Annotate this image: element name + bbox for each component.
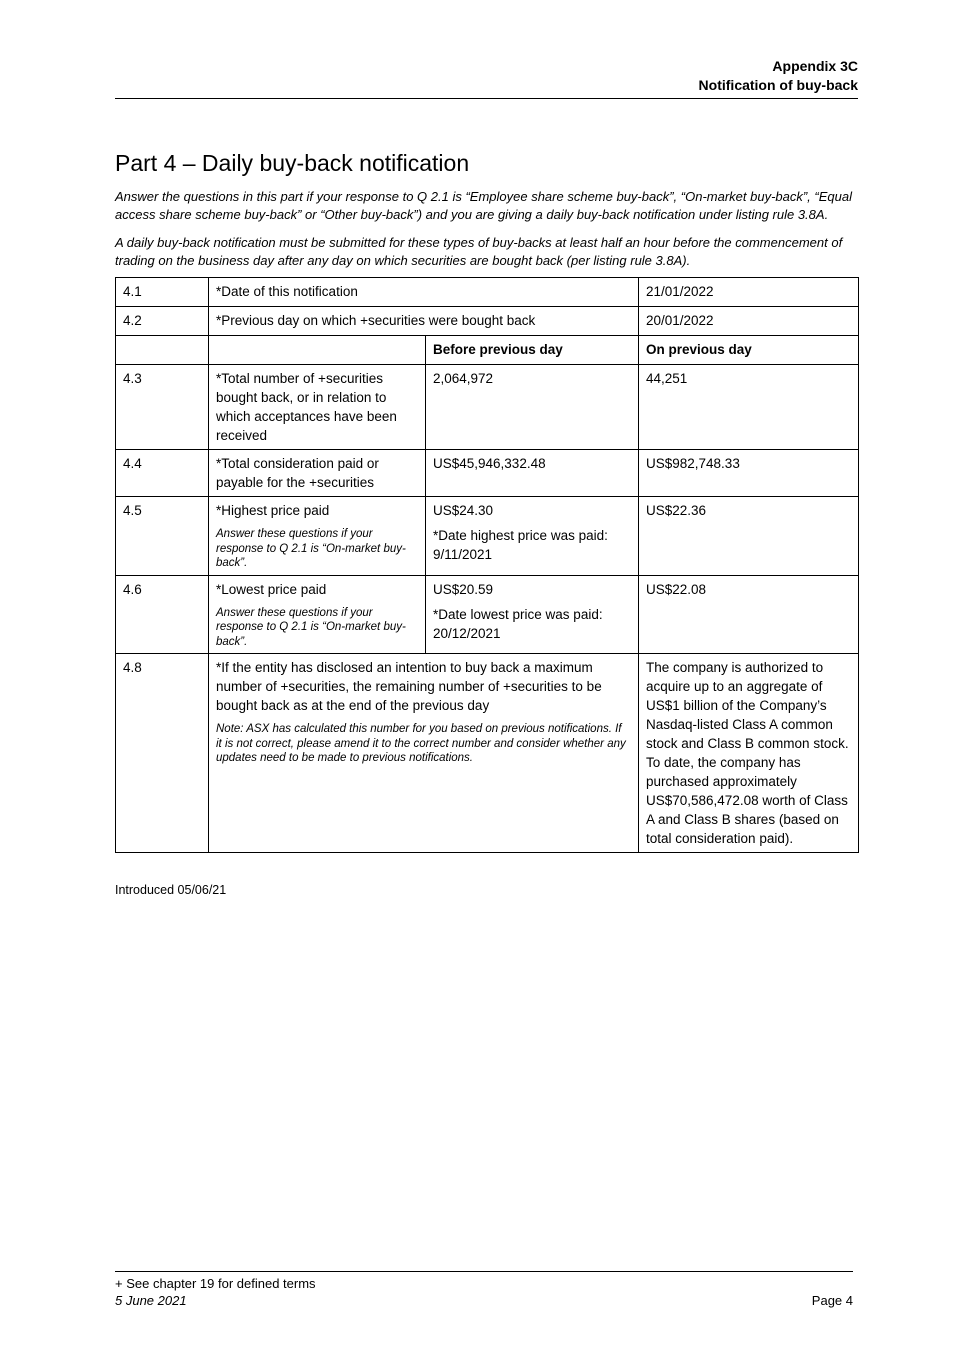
row-4-5-number: 4.5 xyxy=(116,497,209,576)
footer-defined-terms: + See chapter 19 for defined terms xyxy=(115,1276,316,1291)
row-4-8-label: *If the entity has disclosed an intention to buy back a maximum number of +securities, the remaining number of +securities to be bought back as at the end of the previous day xyxy=(216,660,602,713)
row-4-5-on-value: US$22.36 xyxy=(639,497,859,576)
table-row-4-5 xyxy=(116,497,859,576)
row-4-3-label: *Total number of +securities bought back, or in relation to which acceptances have been received xyxy=(209,365,426,450)
document-footer xyxy=(115,1271,853,1309)
row-4-8-label-cell xyxy=(209,654,639,853)
row-4-3-on-value: 44,251 xyxy=(639,365,859,450)
table-row-4-4 xyxy=(116,450,859,497)
table-row-4-2 xyxy=(116,307,859,336)
table-row-4-8 xyxy=(116,654,859,853)
row-4-1-number: 4.1 xyxy=(116,278,209,307)
intro-paragraph-2: A daily buy-back notification must be submitted for these types of buy-backs at least half an hour before the commencement of trading on the business day after any day on which securities are bought back (per listing rule 3.8A). xyxy=(115,235,843,268)
column-header-before: Before previous day xyxy=(426,336,639,365)
footer-page-number: Page 4 xyxy=(811,1293,853,1308)
table-row-4-6 xyxy=(116,575,859,654)
column-header-on: On previous day xyxy=(639,336,859,365)
row-4-8-number: 4.8 xyxy=(116,654,209,853)
part-title: Part 4 – Daily buy-back notification xyxy=(115,150,470,176)
row-4-5-before-date: *Date highest price was paid: 9/11/2021 xyxy=(433,528,608,562)
row-4-5-before-cell xyxy=(426,497,639,576)
header-empty-cell-1 xyxy=(116,336,209,365)
row-4-4-on-value: US$982,748.33 xyxy=(639,450,859,497)
row-4-6-on-value: US$22.08 xyxy=(639,575,859,654)
intro-paragraph-1: Answer the questions in this part if your response to Q 2.1 is “Employee share scheme buy-back”, “On-market buy-back”, “Equal access share scheme buy-back” or “Other buy-back”) and you are giving a daily buy-back notification under listing rule 3.8A. xyxy=(115,189,852,222)
row-4-6-before-cell xyxy=(426,575,639,654)
row-4-8-note: Note: ASX has calculated this number for you based on previous notifications. If it is not correct, please amend it to the correct number and consider whether any updates need to be made to previous notifications. xyxy=(216,723,626,764)
row-4-4-label: *Total consideration paid or payable for the +securities xyxy=(209,450,426,497)
document-header xyxy=(115,0,858,99)
row-4-2-value: 20/01/2022 xyxy=(639,307,859,336)
row-4-4-number: 4.4 xyxy=(116,450,209,497)
row-4-4-before-value: US$45,946,332.48 xyxy=(426,450,639,497)
footer-date: 5 June 2021 xyxy=(115,1293,187,1308)
introduced-line: Introduced 05/06/21 xyxy=(115,883,227,897)
row-4-3-number: 4.3 xyxy=(116,365,209,450)
row-4-6-note: Answer these questions if your response to Q 2.1 is “On-market buy-back”. xyxy=(216,606,406,648)
row-4-1-value: 21/01/2022 xyxy=(639,278,859,307)
row-4-6-label: *Lowest price paid xyxy=(216,581,327,597)
table-header-row xyxy=(116,336,859,365)
row-4-1-label: *Date of this notification xyxy=(209,278,639,307)
row-4-5-note: Answer these questions if your response to Q 2.1 is “On-market buy-back”. xyxy=(216,528,406,569)
row-4-6-before-date: *Date lowest price was paid: 20/12/2021 xyxy=(433,606,603,641)
header-empty-cell-2 xyxy=(209,336,426,365)
table-row-4-1 xyxy=(116,278,859,307)
row-4-6-number: 4.6 xyxy=(116,575,209,654)
row-4-6-before-price: US$20.59 xyxy=(433,581,494,597)
page-content xyxy=(115,0,858,898)
appendix-subtitle: Notification of buy-back xyxy=(698,77,858,93)
row-4-2-number: 4.2 xyxy=(116,307,209,336)
appendix-title: Appendix 3C xyxy=(772,58,858,74)
row-4-6-label-cell xyxy=(209,575,426,654)
row-4-8-value: The company is authorized to acquire up to an aggregate of US$1 billion of the Company’s Nasdaq-listed Class A common stock and Class B common stock. To date, the company has purchased approximately US$70,586,472.08 worth of Class A and Class B shares (based on total consideration paid). xyxy=(639,654,859,853)
row-4-5-before-price: US$24.30 xyxy=(433,503,494,518)
table-row-4-3 xyxy=(116,365,859,450)
row-4-2-label: *Previous day on which +securities were bought back xyxy=(209,307,639,336)
footer-second-line xyxy=(115,1292,853,1309)
buyback-table xyxy=(115,277,859,853)
row-4-3-before-value: 2,064,972 xyxy=(426,365,639,450)
row-4-5-label-cell xyxy=(209,497,426,576)
row-4-5-label: *Highest price paid xyxy=(216,503,330,518)
